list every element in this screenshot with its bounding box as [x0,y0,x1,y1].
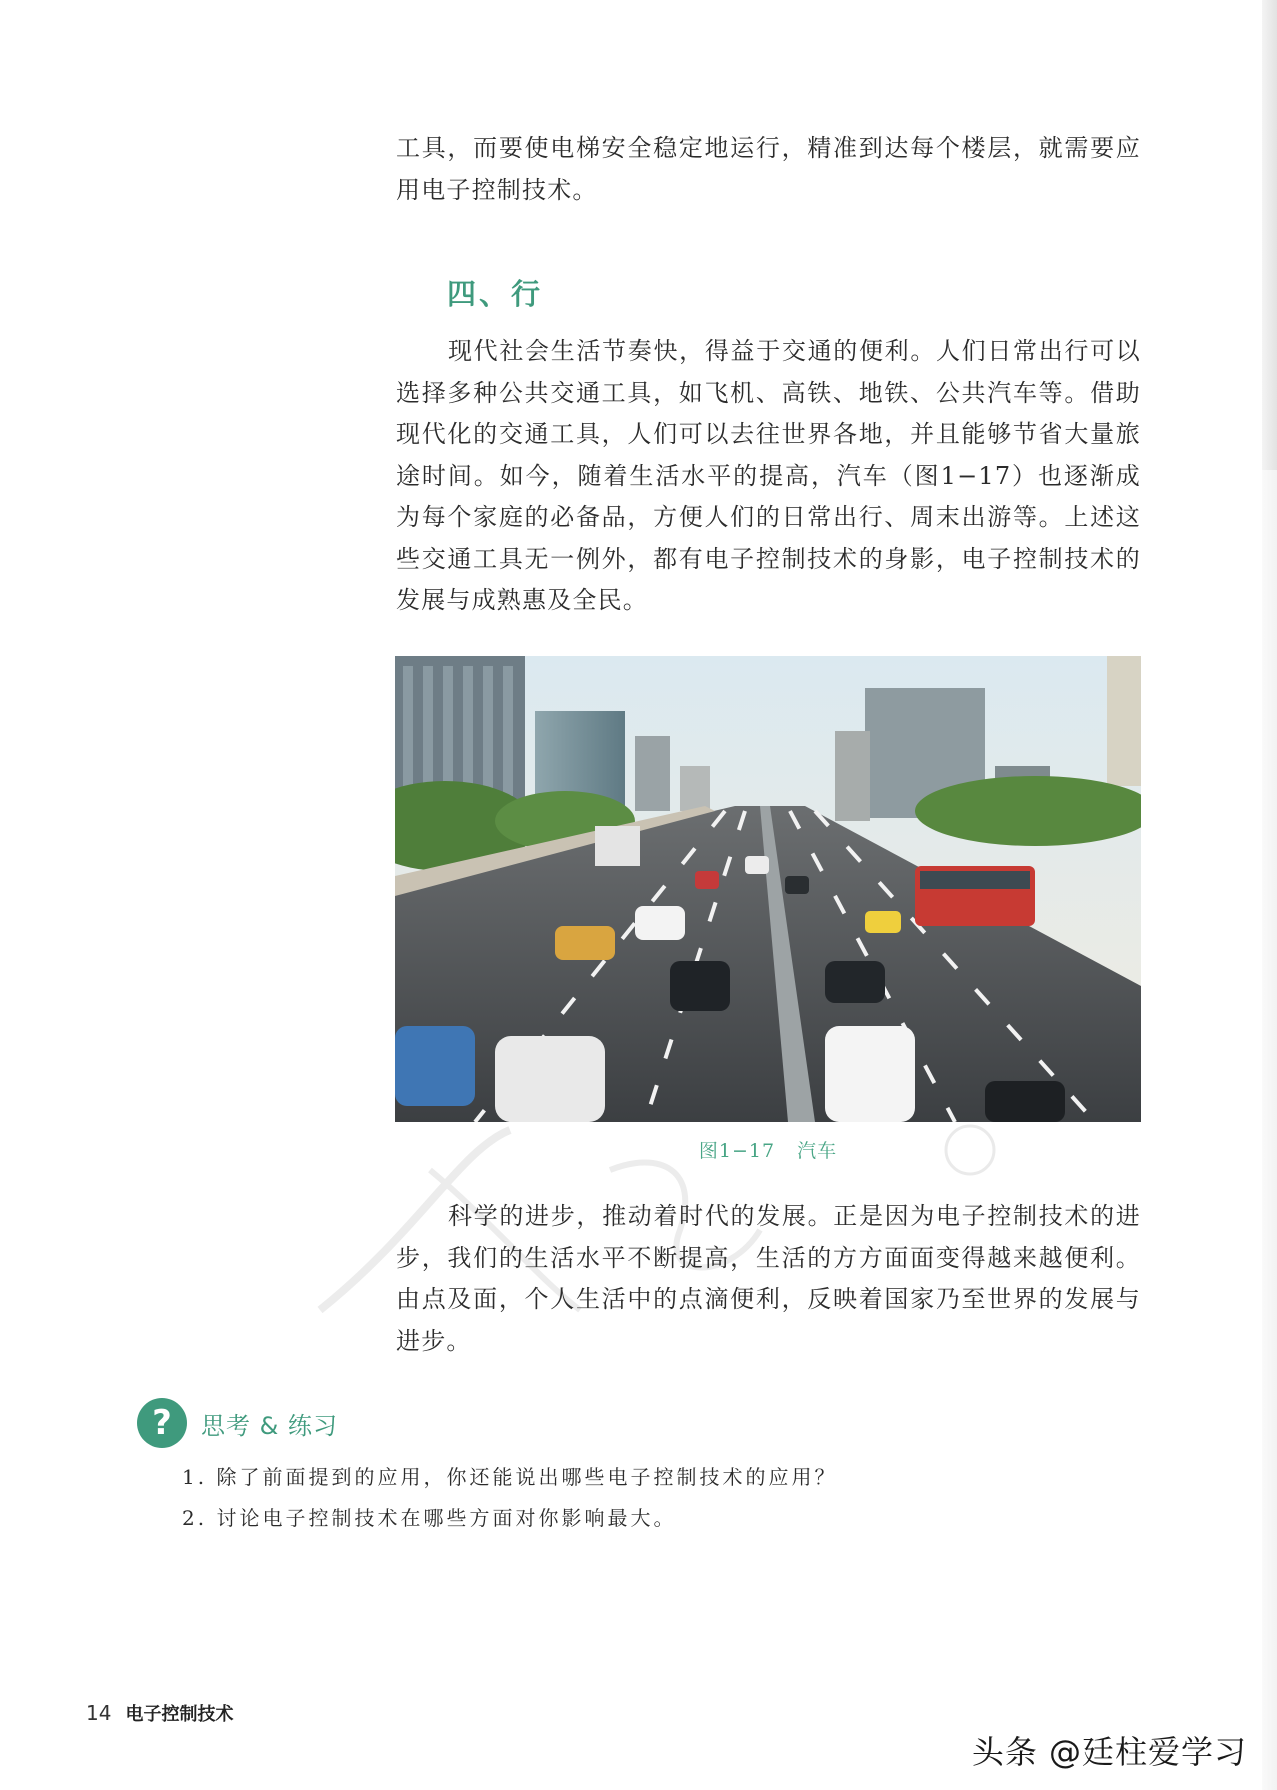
exercise-question: 2. 讨论电子控制技术在哪些方面对你影响最大。 [182,1506,677,1530]
exercise-question-list [182,1457,837,1539]
figure-caption-text: 汽车 [797,1140,838,1162]
source-watermark-text: 头条 @廷柱爱学习 [971,1733,1247,1771]
page-edge-shadow [1262,470,1277,1790]
paragraph-transport: 现代社会生活节奏快，得益于交通的便利。人们日常出行可以选择多种公共交通工具，如飞机、高铁、地铁、公共汽车等。借助现代化的交通工具，人们可以去往世界各地，并且能够节省大量旅途时间。如今，随着生活水平的提高，汽车（图1−17）也逐渐成为每个家庭的必备品，方便人们的日常出行、周末出游等。上述这些交通工具无一例外，都有电子控制技术的身影，电子控制技术的发展与成熟惠及全民。 [396,337,1141,614]
paragraph-progress: 科学的进步，推动着时代的发展。正是因为电子控制技术的进步，我们的生活水平不断提高，生活的方方面面变得越来越便利。由点及面，个人生活中的点滴便利，反映着国家乃至世界的发展与进步。 [396,1202,1141,1355]
page-footer [86,1700,233,1726]
section-title: 四、行 [447,277,544,311]
figure-traffic-photo [395,656,1141,1122]
exercise-header [137,1397,338,1449]
paragraph-intro: 工具，而要使电梯安全稳定地运行，精准到达每个楼层，就需要应用电子控制技术。 [396,134,1141,204]
figure-number: 图1−17 [698,1140,776,1162]
question-icon: ? [137,1398,187,1448]
book-title: 电子控制技术 [125,1704,234,1725]
page-number: 14 [86,1701,112,1725]
page-edge-shadow [1262,0,1277,470]
exercise-title: 思考 & 练习 [201,1411,338,1440]
exercise-question: 1. 除了前面提到的应用，你还能说出哪些电子控制技术的应用？ [182,1465,838,1489]
